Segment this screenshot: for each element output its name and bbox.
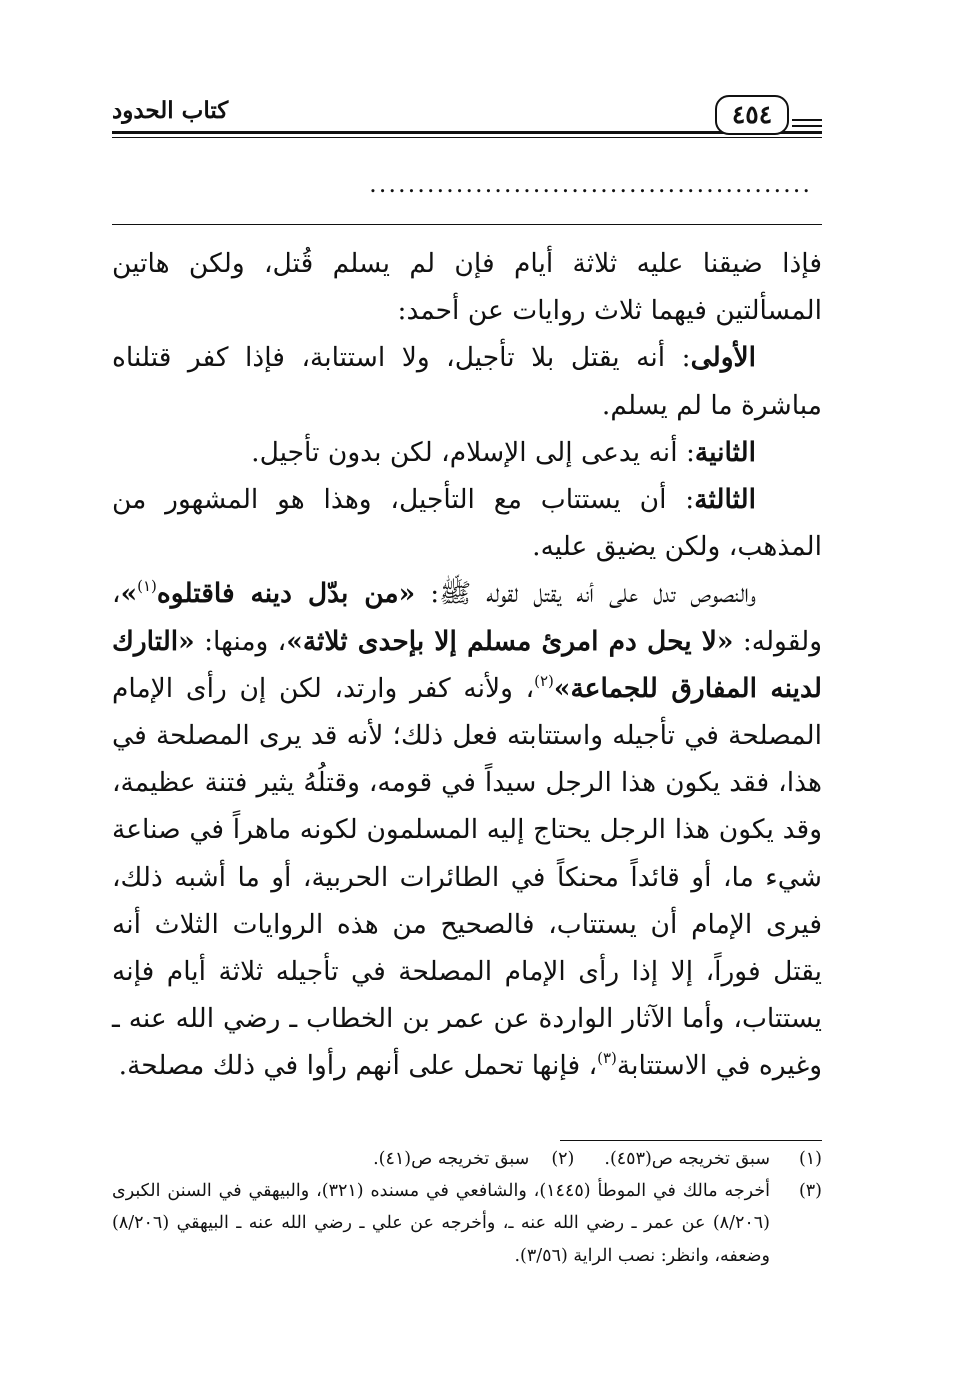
paragraph-text: فإذا ضيقنا عليه ثلاثة أيام فإن لم يسلم قُتل، ولكن هاتين المسألتين فيهما ثلاث روايات عن أحمد:	[112, 248, 822, 327]
footnote-ref: (٣)	[597, 1049, 617, 1068]
main-text	[112, 240, 822, 1090]
footnotes	[112, 1143, 822, 1272]
footnote-number: (٣)	[798, 1181, 822, 1202]
dotted-separator: ..............................................	[369, 172, 812, 196]
header-rule-thick	[112, 131, 822, 134]
paragraph-text: : أن يستتاب مع التأجيل، وهذا هو المشهور من المذهب، ولكن يضيق عليه.	[112, 484, 822, 563]
footnote-number: (٢)	[551, 1149, 575, 1169]
footnote-number: (١)	[798, 1149, 822, 1169]
footnote	[373, 1143, 574, 1175]
header-rule-stub	[792, 119, 822, 121]
footnote-text: سبق تخريجه ص(٤٥٣).	[604, 1149, 770, 1169]
page-header	[112, 95, 822, 145]
paragraph-text: والنصوص تدل على أنه يقتل لقوله ﷺ:	[415, 578, 756, 610]
paragraph-text: ، ولأنه كفر وارتد، لكن إن رأى الإمام المصلحة في تأجيله واستتابته فعل ذلك؛ لأنه قد يرى المصلحة في هذا، فقد يكون هذا الرجل سيداً في قومه، وقتلُهُ يثير فتنة عظيمة، وقد يكون هذا الرجل يحتاج إليه المسلمون لكونه ماهراً في صناعة شيء ما، أو قائداً محنكاً في الطائرات الحربية، أو ما أشبه ذلك، فيرى الإمام أن يستتاب، فالصحيح من هذه الروايات الثلاث أنه يقتل فوراً، إلا إذا رأى الإمام المصلحة في تأجيله ثلاثة أيام فإنه يستتاب، وأما الآثار الواردة عن عمر بن الخطاب ـ رضي الله عنه ـ وغيره في الاستتابة	[112, 672, 822, 1082]
paragraph-text: ، فإنها تحمل على أنهم رأوا في ذلك مصلحة.	[118, 1050, 598, 1082]
book-title: كتاب الحدود	[112, 97, 229, 124]
header-rule-thin	[112, 137, 822, 138]
paragraph	[112, 240, 822, 334]
footnote-rule	[560, 1140, 822, 1141]
hadith-quote: «من بدّل دينه فاقتلوه	[156, 578, 416, 610]
paragraph-text: : أنه يقتل بلا تأجيل، ولا استتابة، فإذا كفر قتلناه مباشرة ما لم يسلم.	[112, 342, 822, 421]
quote-close: »	[120, 578, 138, 610]
footnote-ref: (٢)	[534, 671, 554, 690]
footnote-line	[112, 1143, 822, 1175]
hadith-quote: «لا يحل دم امرئ مسلم إلا بإحدى ثلاثة»	[286, 625, 734, 657]
footnote-text: سبق تخريجه ص(٤١).	[373, 1149, 530, 1169]
footnote	[604, 1143, 822, 1175]
paragraph	[112, 476, 822, 570]
paragraph	[112, 570, 822, 1089]
footnote-text: أخرجه مالك في الموطأ (١٤٤٥)، والشافعي في مسنده (٣٢١)، والبيهقي في السنن الكبرى (٨/٢٠٦) عن عمر ـ رضي الله عنه ـ، وأخرجه عن علي ـ رضي الله عنه ـ البيهقي (٨/٢٠٦) وضعفه، وانظر: نصب الراية (٣/٥٦).	[112, 1181, 771, 1266]
page-number: ٤٥٤	[715, 95, 789, 135]
paragraph-text: ، ومنها:	[194, 625, 287, 657]
opinion-label: الأولى	[690, 342, 756, 374]
footnote	[112, 1175, 822, 1272]
opinion-label: الثانية	[694, 436, 756, 468]
opinion-label: الثالثة	[694, 484, 756, 516]
paragraph-text: ، ولقوله:	[112, 578, 822, 657]
hadith-quote: «التارك لدينه المفارق للجماعة»	[112, 625, 822, 704]
footnote-ref: (١)	[137, 577, 157, 596]
paragraph	[112, 334, 822, 428]
header-rule-stub	[792, 125, 822, 127]
paragraph-text: : أنه يدعى إلى الإسلام، لكن بدون تأجيل.	[251, 436, 695, 468]
paragraph	[112, 429, 822, 476]
separator-rule	[112, 224, 822, 225]
